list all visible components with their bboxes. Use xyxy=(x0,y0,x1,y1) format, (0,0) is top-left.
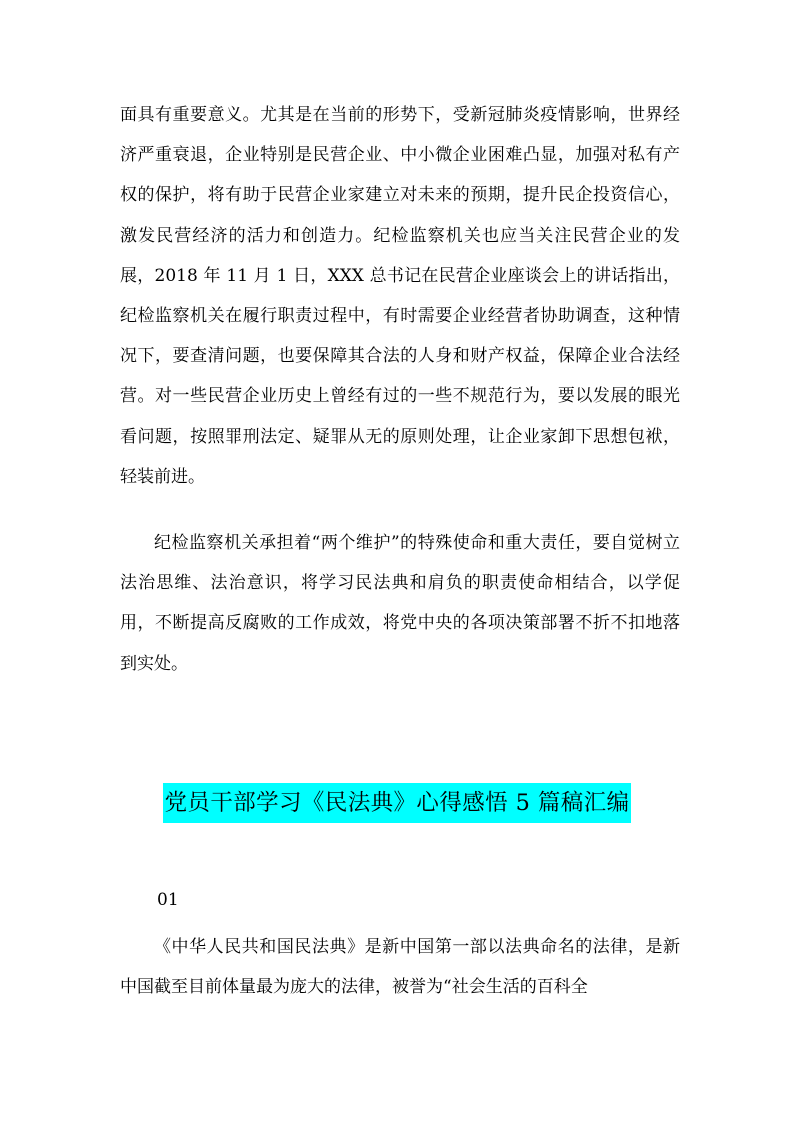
body-paragraph-2: 纪检监察机关承担着“两个维护”的特殊使命和重大责任，要自觉树立法治思维、法治意识，将学习民法典和肩负的职责使命相结合，以学促用，不断提高反腐败的工作成效，将党中央的各项决策部署不折不扣地落到实处。 xyxy=(120,533,680,674)
heading-container xyxy=(0,783,794,823)
section-paragraph: 《中华人民共和国民法典》是新中国第一部以法典命名的法律，是新中国截至目前体量最为庞大的法律，被誉为“社会生活的百科全 xyxy=(120,937,680,998)
section-number: 01 xyxy=(157,890,179,910)
body-paragraph-1: 面具有重要意义。尤其是在当前的形势下，受新冠肺炎疫情影响，世界经济严重衰退，企业特别是民营企业、中小微企业困难凸显，加强对私有产权的保护，将有助于民营企业家建立对未来的预期，提升民企投资信心，激发民营经济的活力和创造力。纪检监察机关也应当关注民营企业的发展，2018 年 11 月 1 日，XXX 总书记在民营企业座谈会上的讲话指出，纪检监察机关在履行职责过程中，有时需要企业经营者协助调查，这种情况下，要查清问题，也要保障其合法的人身和财产权益，保障企业合法经营。对一些民营企业历史上曾经有过的一些不规范行为，要以发展的眼光看问题，按照罪刑法定、疑罪从无的原则处理，让企业家卸下思想包袱，轻装前进。 xyxy=(120,105,680,487)
document-heading: 党员干部学习《民法典》心得感悟 5 篇稿汇编 xyxy=(163,783,632,823)
